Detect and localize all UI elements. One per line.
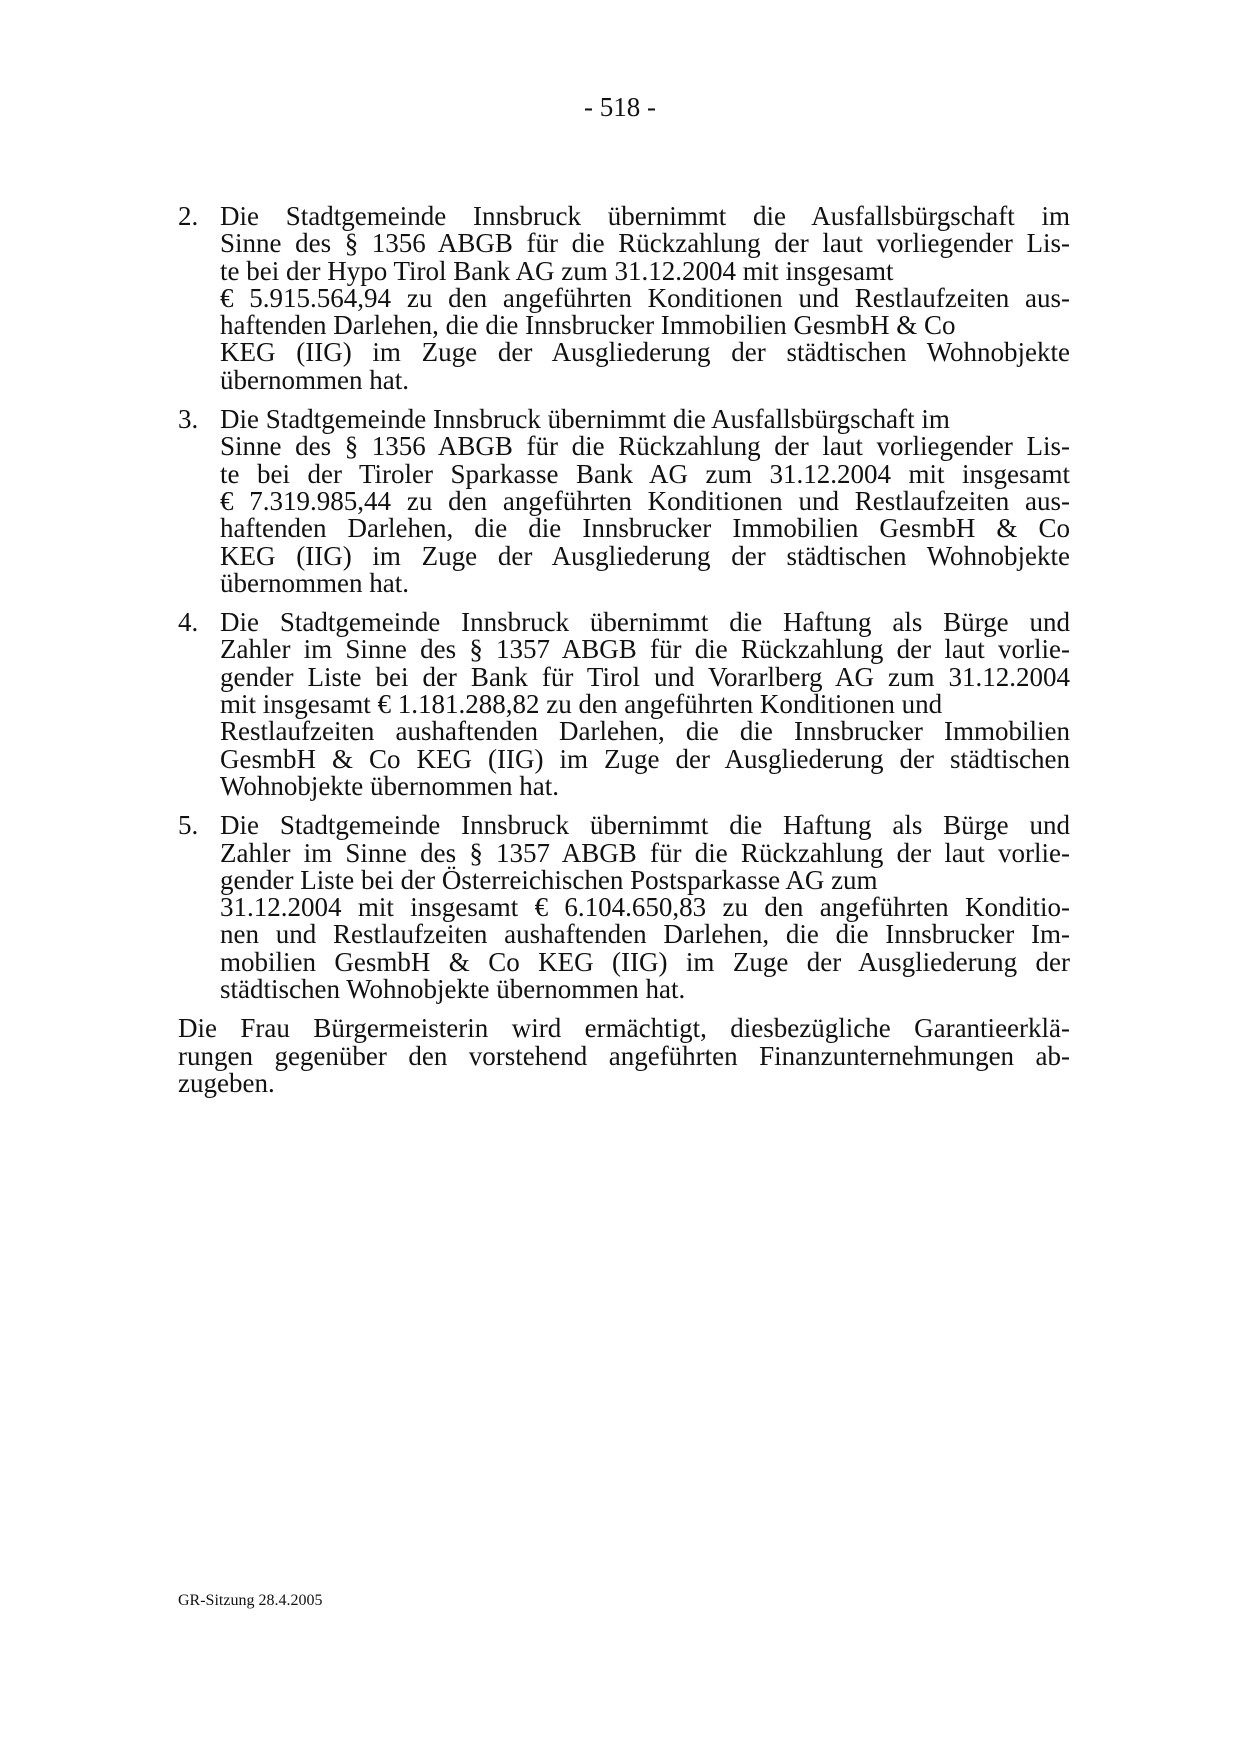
text-line: Die Stadtgemeinde Innsbruck übernimmt die Ausfallsbürgschaft im bbox=[220, 201, 1070, 231]
list-item-number: 4. bbox=[178, 607, 199, 638]
text-line: mit insgesamt € 1.181.288,82 zu den angeführten Konditionen und bbox=[220, 689, 943, 720]
list-item bbox=[178, 609, 1070, 800]
text-line: GesmbH & Co KEG (IIG) im Zuge der Ausgliederung der städtischen bbox=[220, 743, 1070, 774]
text-line: Sinne des § 1356 ABGB für die Rückzahlung der laut vorliegender Lis- bbox=[220, 228, 1070, 259]
text-line: Wohnobjekte übernommen hat. bbox=[220, 770, 559, 801]
text-line: mobilien GesmbH & Co KEG (IIG) im Zuge der Ausgliederung der bbox=[220, 946, 1070, 977]
list-item-number: 2. bbox=[178, 201, 199, 231]
closing-paragraph bbox=[178, 1015, 1070, 1097]
list-item bbox=[178, 812, 1070, 1003]
text-line: te bei der Tiroler Sparkasse Bank AG zum 31.12.2004 mit insgesamt bbox=[220, 458, 1070, 489]
text-line: gender Liste bei der Bank für Tirol und Vorarlberg AG zum 31.12.2004 bbox=[220, 661, 1070, 692]
text-line: übernommen hat. bbox=[220, 567, 409, 598]
text-line: zugeben. bbox=[178, 1067, 275, 1098]
text-line: KEG (IIG) im Zuge der Ausgliederung der städtischen Wohnobjekte bbox=[220, 540, 1070, 571]
list-item-text bbox=[220, 609, 1070, 800]
text-line: Sinne des § 1356 ABGB für die Rückzahlung der laut vorliegender Lis- bbox=[220, 431, 1070, 462]
text-line: nen und Restlaufzeiten aushaftenden Darlehen, die die Innsbrucker Im- bbox=[220, 919, 1070, 950]
text-line: te bei der Hypo Tirol Bank AG zum 31.12.2004 mit insgesamt bbox=[220, 255, 894, 286]
text-line: € 5.915.564,94 zu den angeführten Konditionen und Restlaufzeiten aus- bbox=[220, 282, 1070, 313]
page-footer: GR-Sitzung 28.4.2005 bbox=[178, 1592, 323, 1609]
list-item bbox=[178, 406, 1070, 597]
text-line: Die Frau Bürgermeisterin wird ermächtigt, diesbezügliche Garantieerklä- bbox=[178, 1013, 1070, 1044]
text-line: KEG (IIG) im Zuge der Ausgliederung der städtischen Wohnobjekte bbox=[220, 337, 1070, 368]
text-line: Die Stadtgemeinde Innsbruck übernimmt die Haftung als Bürge und bbox=[220, 810, 1070, 841]
text-line: € 7.319.985,44 zu den angeführten Konditionen und Restlaufzeiten aus- bbox=[220, 485, 1070, 516]
document-body bbox=[178, 203, 1070, 1097]
text-line: städtischen Wohnobjekte übernommen hat. bbox=[220, 974, 686, 1005]
text-line: gender Liste bei der Österreichischen Postsparkasse AG zum bbox=[220, 864, 878, 895]
list-item-text bbox=[220, 203, 1070, 394]
text-line: Die Stadtgemeinde Innsbruck übernimmt die Ausfallsbürgschaft im bbox=[220, 404, 950, 435]
text-line: Die Stadtgemeinde Innsbruck übernimmt die Haftung als Bürge und bbox=[220, 607, 1070, 638]
list-item-text bbox=[220, 406, 1070, 597]
text-line: rungen gegenüber den vorstehend angeführten Finanzunternehmungen ab- bbox=[178, 1040, 1070, 1071]
text-line: Zahler im Sinne des § 1357 ABGB für die Rückzahlung der laut vorlie- bbox=[220, 837, 1070, 868]
text-line: haftenden Darlehen, die die Innsbrucker Immobilien GesmbH & Co bbox=[220, 513, 1070, 544]
text-line: Restlaufzeiten aushaftenden Darlehen, die die Innsbrucker Immobilien bbox=[220, 716, 1070, 747]
text-line: haftenden Darlehen, die die Innsbrucker Immobilien GesmbH & Co bbox=[220, 310, 956, 341]
text-line: 31.12.2004 mit insgesamt € 6.104.650,83 zu den angeführten Konditio- bbox=[220, 892, 1070, 923]
list-item-text bbox=[220, 812, 1070, 1003]
page-number: - 518 - bbox=[584, 92, 656, 122]
list-item-number: 5. bbox=[178, 810, 199, 841]
text-line: übernommen hat. bbox=[220, 364, 409, 395]
text-line: Zahler im Sinne des § 1357 ABGB für die Rückzahlung der laut vorlie- bbox=[220, 634, 1070, 665]
list-item bbox=[178, 203, 1070, 394]
list-item-number: 3. bbox=[178, 404, 199, 435]
